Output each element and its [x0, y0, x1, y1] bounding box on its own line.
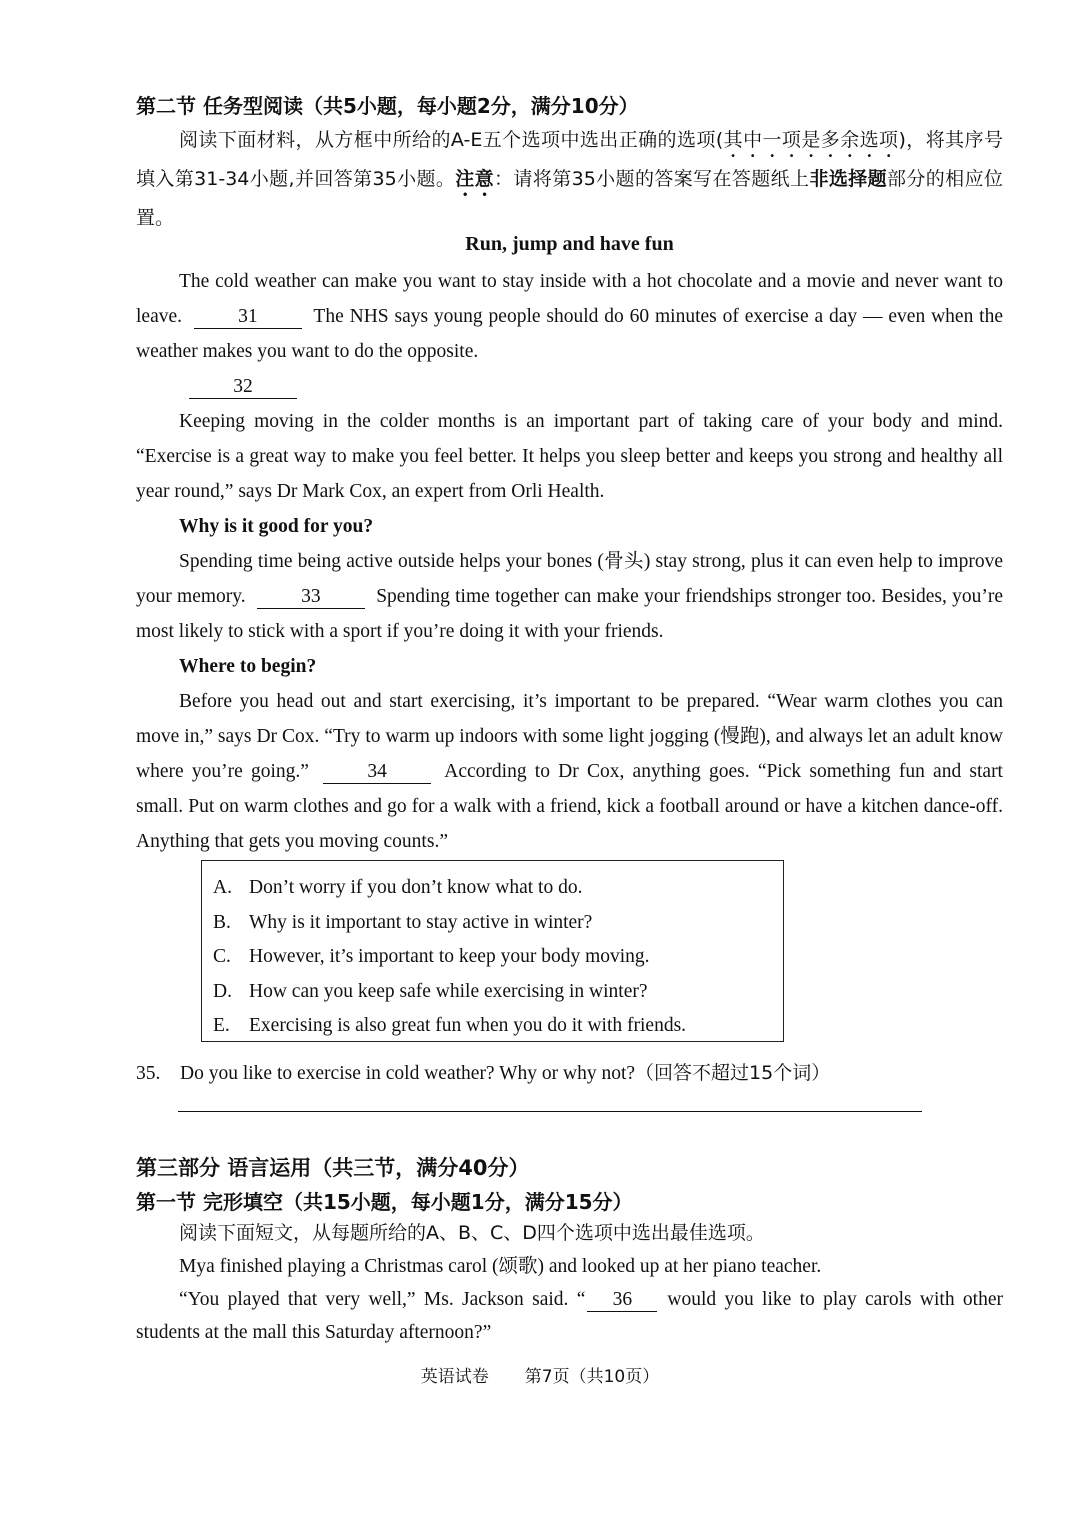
option-b: B. Why is it important to stay active in winter?	[213, 911, 593, 933]
paragraph-4: Before you head out and start exercising, it’s important to be prepared. “Wear warm clothes you can move in,” says Dr Cox. “Try to warm up indoors with some light jogging (慢跑), and always let an adult know where you’re going.” 34 According to Dr Cox, anything goes. “Pick something fun and start small. Put on warm clothes and go for a walk with a friend, kick a football around or have a kitchen dance-off. Anything that gets you moving counts.”	[136, 691, 1003, 852]
footer-page-number: 第7页（共10页）	[524, 1367, 660, 1387]
blank-34: 34	[323, 761, 431, 784]
subheading-why: Why is it good for you?	[179, 516, 374, 537]
question-35: 35. Do you like to exercise in cold weather? Why or why not?（回答不超过15个词）	[136, 1062, 831, 1084]
option-a: A. Don’t worry if you don’t know what to do.	[213, 877, 583, 898]
subheading-where: Where to begin?	[179, 656, 317, 677]
note-label: 注意	[455, 168, 495, 190]
part3-section1-heading: 第一节 完形填空（共15小题，每小题1分，满分15分）	[136, 1190, 633, 1214]
dotted-emphasis: 其中一项是多余选项	[723, 129, 899, 151]
footer-subject: 英语试卷	[420, 1367, 489, 1387]
paragraph-blank-32	[136, 369, 1003, 404]
passage-body	[136, 264, 1003, 859]
part3-instructions: 阅读下面短文，从每题所给的A、B、C、D四个选项中选出最佳选项。	[179, 1222, 765, 1244]
option-c: C. However, it’s important to keep your body moving.	[213, 946, 650, 967]
paragraph-1: The cold weather can make you want to stay inside with a hot chocolate and a movie and never want to leave. 31 The NHS says young people should do 60 minutes of exercise a day — even when the weather makes you want to do the opposite.	[136, 271, 1004, 362]
blank-31: 31	[194, 306, 302, 329]
option-e: E. Exercising is also great fun when you do it with friends.	[213, 1015, 687, 1036]
paragraph-3: Spending time being active outside helps your bones (骨头) stay strong, plus it can even help to improve your memory. 33 Spending time together can make your friendships stronger too. Besides, you’re most likely to stick with a sport if you’re doing it with your friends.	[136, 551, 1003, 642]
page-footer	[0, 1362, 1080, 1387]
option-d: D. How can you keep safe while exercising in winter?	[213, 980, 648, 1002]
part3-body	[136, 1217, 1003, 1349]
options-box	[201, 860, 784, 1042]
paragraph-2: Keeping moving in the colder months is an important part of taking care of your body and mind. “Exercise is a great way to make you feel better. It helps you sleep better and keeps you strong and healthy all year round,” says Dr Mark Cox, an expert from Orli Health.	[136, 411, 1003, 502]
cloze-paragraph-1: Mya finished playing a Christmas carol (颂歌) and looked up at her piano teacher.	[179, 1256, 822, 1277]
passage-title: Run, jump and have fun	[465, 233, 674, 255]
blank-32: 32	[189, 376, 297, 399]
blank-33: 33	[257, 586, 365, 609]
answer-line-35[interactable]	[178, 1111, 922, 1112]
bold-section-name: 非选择题	[809, 168, 888, 190]
section2-instructions: 阅读下面材料，从方框中所给的A-E五个选项中选出正确的选项(其中一项是多余选项)，将其序号填入第31-34小题,并回答第35小题。注意：请将第35小题的答案写在答题纸上非选择题部分的相应位置。	[136, 129, 1003, 229]
blank-36: 36	[587, 1289, 657, 1312]
cloze-paragraph-2: “You played that very well,” Ms. Jackson said. “ 36 would you like to play carols with other students at the mall this Saturday afternoon?”	[136, 1289, 1003, 1343]
part3-heading: 第三部分 语言运用（共三节，满分40分）	[136, 1156, 530, 1180]
section2-heading: 第二节 任务型阅读（共5小题，每小题2分，满分10分）	[136, 94, 639, 118]
